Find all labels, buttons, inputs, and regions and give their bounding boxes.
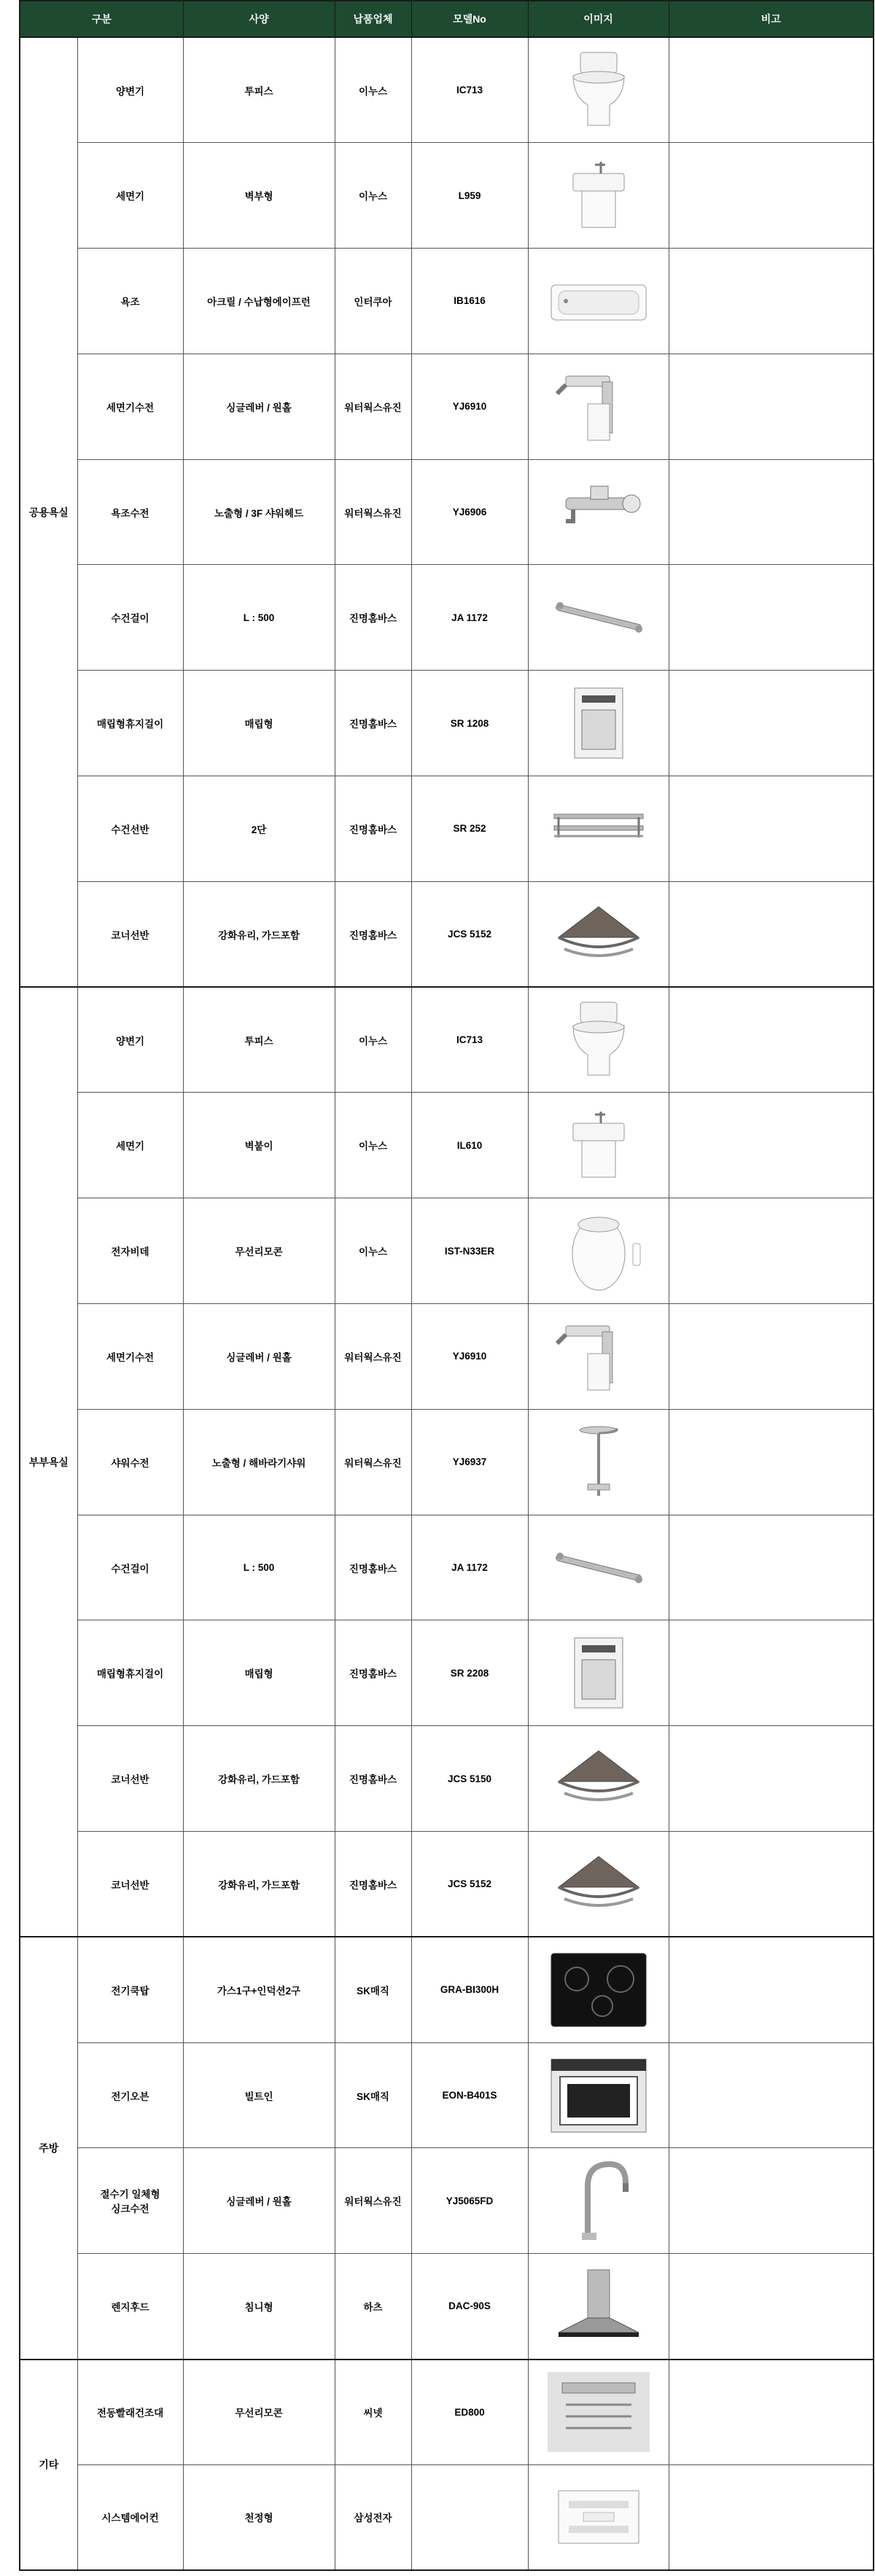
vendor-cell: 워터웍스유진 [335, 2148, 411, 2254]
image-cell [528, 37, 669, 143]
corner-shelf-icon [544, 891, 653, 978]
towel-bar-icon [544, 1524, 653, 1612]
bidet-icon [544, 1207, 653, 1295]
note-cell [669, 1620, 874, 1726]
vendor-cell: 씨넷 [335, 2360, 411, 2465]
spec-cell: 투피스 [183, 987, 335, 1093]
table-body [20, 37, 874, 2570]
image-cell [528, 2042, 669, 2148]
item-cell: 코너선반 [77, 881, 183, 987]
note-cell [669, 2360, 874, 2465]
table-row [20, 1409, 874, 1515]
image-cell [528, 881, 669, 987]
image-cell [528, 2254, 669, 2360]
laundry-dryer-icon [544, 2368, 653, 2456]
paper-holder-icon [544, 1629, 653, 1717]
vendor-cell: 이누스 [335, 37, 411, 143]
model-cell: JCS 5150 [411, 1726, 528, 1832]
towel-bar-icon [544, 574, 653, 661]
note-cell [669, 37, 874, 143]
vendor-cell: 이누스 [335, 987, 411, 1093]
image-cell [528, 143, 669, 249]
spec-cell: 노출형 / 해바라기샤워 [183, 1409, 335, 1515]
note-cell [669, 1937, 874, 2042]
table-row [20, 1832, 874, 1937]
item-cell: 매립형휴지걸이 [77, 1620, 183, 1726]
item-cell: 욕조 [77, 249, 183, 354]
bath-faucet-icon [544, 469, 653, 556]
table-row [20, 2464, 874, 2570]
model-cell: SR 1208 [411, 671, 528, 776]
model-cell: IC713 [411, 37, 528, 143]
item-cell: 코너선반 [77, 1832, 183, 1937]
model-cell: JCS 5152 [411, 1832, 528, 1937]
sink-faucet-icon [544, 2157, 653, 2244]
spec-cell: 빌트인 [183, 2042, 335, 2148]
spec-cell: 강화유리, 가드포함 [183, 1832, 335, 1937]
table-row [20, 37, 874, 143]
image-cell [528, 1304, 669, 1410]
table-row [20, 1620, 874, 1726]
spec-cell: 벽붙이 [183, 1093, 335, 1198]
spec-cell: 침니형 [183, 2254, 335, 2360]
table-row [20, 143, 874, 249]
table-row [20, 565, 874, 671]
rain-shower-icon [544, 1418, 653, 1506]
header-image: 이미지 [528, 1, 669, 37]
item-cell: 세면기 [77, 143, 183, 249]
vendor-cell: 인터쿠아 [335, 249, 411, 354]
vendor-cell: 이누스 [335, 143, 411, 249]
table-row [20, 2360, 874, 2465]
spec-cell: 싱글레버 / 원홀 [183, 354, 335, 459]
model-cell: JCS 5152 [411, 881, 528, 987]
image-cell [528, 565, 669, 671]
vendor-cell: 진명홈바스 [335, 565, 411, 671]
towel-shelf-icon [544, 785, 653, 873]
spec-cell: 2단 [183, 776, 335, 882]
note-cell [669, 987, 874, 1093]
table-row [20, 459, 874, 565]
note-cell [669, 776, 874, 882]
note-cell [669, 354, 874, 459]
note-cell [669, 1198, 874, 1304]
note-cell [669, 459, 874, 565]
cooktop-icon [544, 1946, 653, 2034]
note-cell [669, 1304, 874, 1410]
spec-cell: 싱글레버 / 원홀 [183, 2148, 335, 2254]
table-header-row [20, 1, 874, 37]
spec-cell: 무선리모콘 [183, 2360, 335, 2465]
vendor-cell: 하츠 [335, 2254, 411, 2360]
toilet-icon [544, 47, 653, 134]
header-spec: 사양 [183, 1, 335, 37]
item-cell: 수건걸이 [77, 565, 183, 671]
table-row [20, 1726, 874, 1832]
table-row [20, 1198, 874, 1304]
table-row [20, 1093, 874, 1198]
basin-faucet-icon [544, 363, 653, 450]
table-row [20, 2254, 874, 2360]
image-cell [528, 2464, 669, 2570]
note-cell [669, 881, 874, 987]
vendor-cell: 이누스 [335, 1093, 411, 1198]
image-cell [528, 1515, 669, 1620]
spec-cell: 노출형 / 3F 샤워헤드 [183, 459, 335, 565]
range-hood-icon [544, 2263, 653, 2350]
ceiling-ac-icon [544, 2473, 653, 2561]
vendor-cell: SK매직 [335, 2042, 411, 2148]
vendor-cell: 워터웍스유진 [335, 1409, 411, 1515]
toilet-icon [544, 996, 653, 1084]
item-cell: 양변기 [77, 987, 183, 1093]
item-cell: 세면기수전 [77, 1304, 183, 1410]
note-cell [669, 143, 874, 249]
item-cell: 세면기 [77, 1093, 183, 1198]
category-cell: 공용욕실 [20, 37, 77, 987]
image-cell [528, 1937, 669, 2042]
image-cell [528, 1093, 669, 1198]
header-model: 모델No [411, 1, 528, 37]
spec-cell: 매립형 [183, 1620, 335, 1726]
bathtub-icon [544, 257, 653, 345]
item-cell: 샤워수전 [77, 1409, 183, 1515]
note-cell [669, 2148, 874, 2254]
washbasin-icon [544, 1101, 653, 1189]
table-row [20, 776, 874, 882]
image-cell [528, 1620, 669, 1726]
item-cell: 절수기 일체형 싱크수전 [77, 2148, 183, 2254]
image-cell [528, 459, 669, 565]
image-cell [528, 2148, 669, 2254]
model-cell: YJ6910 [411, 354, 528, 459]
image-cell [528, 354, 669, 459]
oven-icon [544, 2052, 653, 2139]
model-cell: YJ6937 [411, 1409, 528, 1515]
table-row [20, 987, 874, 1093]
spec-cell: 무선리모콘 [183, 1198, 335, 1304]
image-cell [528, 249, 669, 354]
vendor-cell: 진명홈바스 [335, 1515, 411, 1620]
model-cell: ED800 [411, 2360, 528, 2465]
note-cell [669, 1832, 874, 1937]
note-cell [669, 249, 874, 354]
note-cell [669, 1515, 874, 1620]
note-cell [669, 1726, 874, 1832]
vendor-cell: 진명홈바스 [335, 1726, 411, 1832]
model-cell: SR 252 [411, 776, 528, 882]
model-cell: GRA-BI300H [411, 1937, 528, 2042]
vendor-cell: 워터웍스유진 [335, 459, 411, 565]
corner-shelf-icon [544, 1735, 653, 1822]
model-cell: EON-B401S [411, 2042, 528, 2148]
header-vendor: 납품업체 [335, 1, 411, 37]
spec-cell: 투피스 [183, 37, 335, 143]
product-spec-table [19, 0, 874, 2571]
item-cell: 전기쿡탑 [77, 1937, 183, 2042]
spec-cell: 천정형 [183, 2464, 335, 2570]
table-row [20, 671, 874, 776]
note-cell [669, 1093, 874, 1198]
vendor-cell: 진명홈바스 [335, 671, 411, 776]
table-row [20, 2148, 874, 2254]
paper-holder-icon [544, 679, 653, 767]
vendor-cell: 진명홈바스 [335, 1832, 411, 1937]
spec-cell: 싱글레버 / 원홀 [183, 1304, 335, 1410]
item-cell: 수건걸이 [77, 1515, 183, 1620]
table-row [20, 1515, 874, 1620]
category-cell: 기타 [20, 2360, 77, 2571]
item-cell: 전기오븐 [77, 2042, 183, 2148]
item-cell: 시스템에어컨 [77, 2464, 183, 2570]
note-cell [669, 565, 874, 671]
image-cell [528, 1832, 669, 1937]
model-cell: YJ6910 [411, 1304, 528, 1410]
table-row [20, 2042, 874, 2148]
model-cell: IL610 [411, 1093, 528, 1198]
model-cell: JA 1172 [411, 565, 528, 671]
item-cell: 전자비데 [77, 1198, 183, 1304]
item-cell: 전동빨래건조대 [77, 2360, 183, 2465]
item-cell: 양변기 [77, 37, 183, 143]
table-row [20, 881, 874, 987]
note-cell [669, 2464, 874, 2570]
category-cell: 부부욕실 [20, 987, 77, 1937]
item-cell: 코너선반 [77, 1726, 183, 1832]
spec-cell: 강화유리, 가드포함 [183, 881, 335, 987]
header-note: 비고 [669, 1, 874, 37]
model-cell: IST-N33ER [411, 1198, 528, 1304]
model-cell: IC713 [411, 987, 528, 1093]
image-cell [528, 1198, 669, 1304]
item-cell: 렌지후드 [77, 2254, 183, 2360]
corner-shelf-icon [544, 1841, 653, 1928]
image-cell [528, 2360, 669, 2465]
basin-faucet-icon [544, 1313, 653, 1400]
note-cell [669, 2254, 874, 2360]
table-row [20, 1304, 874, 1410]
vendor-cell: 워터웍스유진 [335, 1304, 411, 1410]
washbasin-icon [544, 152, 653, 239]
model-cell: DAC-90S [411, 2254, 528, 2360]
vendor-cell: 워터웍스유진 [335, 354, 411, 459]
image-cell [528, 987, 669, 1093]
item-cell: 욕조수전 [77, 459, 183, 565]
table-row [20, 354, 874, 459]
vendor-cell: SK매직 [335, 1937, 411, 2042]
model-cell: JA 1172 [411, 1515, 528, 1620]
item-cell: 수건선반 [77, 776, 183, 882]
vendor-cell: 이누스 [335, 1198, 411, 1304]
category-cell: 주방 [20, 1937, 77, 2359]
note-cell [669, 2042, 874, 2148]
table-row [20, 249, 874, 354]
vendor-cell: 진명홈바스 [335, 881, 411, 987]
model-cell: IB1616 [411, 249, 528, 354]
image-cell [528, 1726, 669, 1832]
model-cell: SR 2208 [411, 1620, 528, 1726]
table-row [20, 1937, 874, 2042]
spec-cell: 가스1구+인덕션2구 [183, 1937, 335, 2042]
spec-cell: 강화유리, 가드포함 [183, 1726, 335, 1832]
spec-cell: 아크릴 / 수납형에이프런 [183, 249, 335, 354]
spec-cell: 매립형 [183, 671, 335, 776]
model-cell: YJ6906 [411, 459, 528, 565]
model-cell: YJ5065FD [411, 2148, 528, 2254]
vendor-cell: 진명홈바스 [335, 776, 411, 882]
vendor-cell: 진명홈바스 [335, 1620, 411, 1726]
vendor-cell: 삼성전자 [335, 2464, 411, 2570]
spec-cell: L : 500 [183, 565, 335, 671]
note-cell [669, 671, 874, 776]
item-cell: 매립형휴지걸이 [77, 671, 183, 776]
image-cell [528, 1409, 669, 1515]
model-cell [411, 2464, 528, 2570]
image-cell [528, 776, 669, 882]
item-cell: 세면기수전 [77, 354, 183, 459]
model-cell: L959 [411, 143, 528, 249]
header-category: 구분 [20, 1, 183, 37]
note-cell [669, 1409, 874, 1515]
spec-cell: 벽부형 [183, 143, 335, 249]
image-cell [528, 671, 669, 776]
spec-cell: L : 500 [183, 1515, 335, 1620]
